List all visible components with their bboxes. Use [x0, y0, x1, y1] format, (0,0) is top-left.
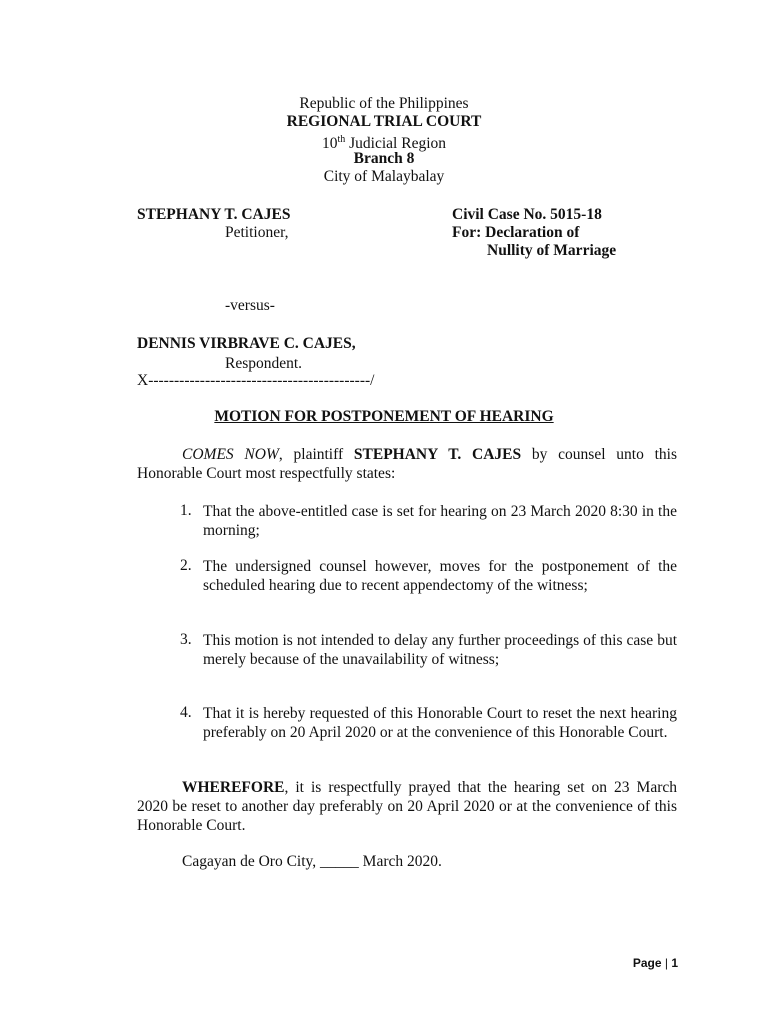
item-number: 3.	[180, 631, 192, 648]
respondent-name: DENNIS VIRBRAVE C. CAJES,	[137, 335, 356, 352]
versus-line: -versus-	[225, 297, 275, 314]
branch-line: Branch 8	[353, 150, 415, 167]
intro-text-b: by counsel unto this Honorable Court most respectfully states:	[137, 446, 677, 482]
item-text: This motion is not intended to delay any further proceedings of this case but merely because of the unavailability of witness;	[203, 632, 677, 668]
plaintiff-name: STEPHANY T. CAJES	[353, 446, 522, 463]
case-nature-line1: For: Declaration of	[452, 224, 580, 241]
petitioner-role: Petitioner,	[225, 224, 289, 241]
prayer-text: , it is respectfully prayed that the hearing set on 23 March 2020 be reset to another day preferably on 20 April 2020 or at the convenience of this Honorable Court.	[137, 779, 677, 834]
item-number: 1.	[180, 502, 192, 519]
respondent-role: Respondent.	[225, 355, 303, 372]
city-line: City of Malaybalay	[323, 168, 445, 185]
petitioner-name: STEPHANY T. CAJES	[137, 206, 291, 223]
case-number: Civil Case No. 5015-18	[452, 206, 602, 223]
list-item	[180, 502, 677, 540]
republic-line: Republic of the Philippines	[299, 95, 469, 112]
item-text: That the above-entitled case is set for hearing on 23 March 2020 8:30 in the morning;	[203, 503, 677, 539]
item-text: The undersigned counsel however, moves for the postponement of the scheduled hearing due to recent appendectomy of the witness;	[203, 558, 677, 594]
region-number: 10	[321, 135, 338, 153]
list-item	[180, 631, 677, 669]
wherefore-phrase: WHEREFORE	[182, 779, 285, 796]
list-item	[180, 704, 677, 742]
item-number: 2.	[180, 557, 192, 574]
comes-now-phrase: COMES NOW	[182, 446, 279, 463]
region-suffix: th	[337, 134, 346, 145]
page-label: Page	[632, 956, 662, 970]
intro-paragraph	[137, 445, 677, 483]
dateline: Cagayan de Oro City, _____ March 2020.	[182, 853, 442, 870]
intro-text-a: , plaintiff	[278, 446, 354, 463]
item-text: That it is hereby requested of this Honorable Court to reset the next hearing preferably on 20 April 2020 or at the convenience of this Honorable Court.	[203, 705, 677, 741]
caption-separator: X-------------------------------------------/	[137, 372, 375, 389]
page-number: 1	[671, 956, 678, 970]
page-footer	[633, 956, 678, 970]
item-number: 4.	[180, 704, 192, 721]
region-text: Judicial Region	[345, 135, 447, 153]
court-name: REGIONAL TRIAL COURT	[286, 113, 482, 130]
page-separator: |	[661, 956, 672, 970]
motion-title: MOTION FOR POSTPONEMENT OF HEARING	[214, 408, 554, 425]
prayer-paragraph	[137, 778, 677, 835]
list-item	[180, 557, 677, 595]
case-nature-line2: Nullity of Marriage	[487, 242, 617, 259]
